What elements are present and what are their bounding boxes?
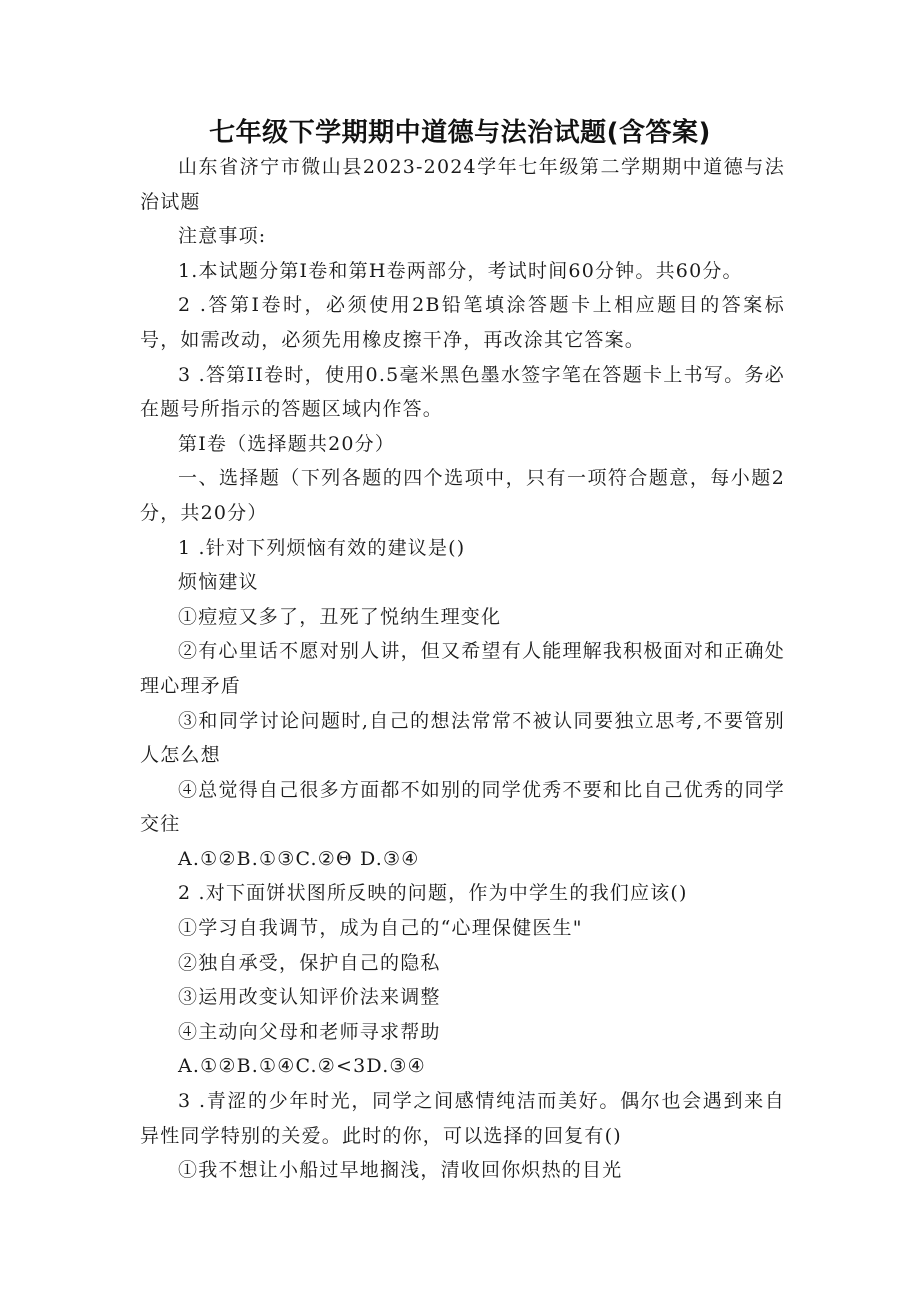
notice-heading: 注意事项:: [178, 225, 267, 248]
question-1-item-4: ④总觉得自己很多方面都不如别的同学优秀不要和比自己优秀的同学交往: [140, 778, 785, 836]
section-heading: 第I卷（选择题共20分）: [178, 432, 396, 455]
part-heading: 一、选择题（下列各题的四个选项中，只有一项符合题意，每小题2分，共20分）: [140, 467, 785, 524]
question-1-item-2: ②有心里话不愿对别人讲，但又希望有人能理解我积极面对和正确处理心理矛盾: [140, 640, 785, 697]
question-2: 2 .对下面饼状图所反映的问题，作为中学生的我们应该(): [178, 882, 688, 905]
notice-item-1: 1.本试题分第I卷和第H卷两部分，考试时间60分钟。共60分。: [178, 259, 743, 282]
question-2-item-2: ②独自承受，保护自己的隐私: [178, 951, 441, 974]
notice-item-2: 2 .答第I卷时，必须使用2B铅笔填涂答题卡上相应题目的答案标号，如需改动，必须先用橡皮擦干净，再改涂其它答案。: [140, 294, 785, 351]
question-2-item-1: ①学习自我调节，成为自己的“心理保健医生": [178, 917, 583, 940]
question-1-table-header: 烦恼建议: [178, 571, 259, 594]
notice-item-3: 3 .答第II卷时，使用0.5毫米黑色墨水签字笔在答题卡上书写。务必在题号所指示的答题区域内作答。: [140, 363, 785, 421]
question-2-item-4: ④主动向父母和老师寻求帮助: [178, 1020, 441, 1043]
question-1-item-1: ①痘痘又多了，丑死了悦纳生理变化: [178, 605, 502, 628]
question-3-item-1: ①我不想让小船过早地搁浅，清收回你炽热的目光: [178, 1159, 623, 1182]
source-line: 山东省济宁市微山县2023-2024学年七年级第二学期期中道德与法治试题: [140, 156, 785, 213]
question-3: 3 .青涩的少年时光，同学之间感情纯洁而美好。偶尔也会遇到来自异性同学特别的关爱。此时的你，可以选择的回复有(): [140, 1090, 785, 1147]
question-2-options: A.①②B.①④C.②<3D.③④: [178, 1055, 426, 1078]
document-body: [140, 150, 785, 1188]
question-2-item-3: ③运用改变认知评价法来调整: [178, 986, 441, 1009]
document-title: 七年级下学期期中道德与法治试题(含答案): [209, 118, 711, 148]
question-1: 1 .针对下列烦恼有效的建议是(): [178, 536, 466, 559]
question-1-item-3: ③和同学讨论问题时,自己的想法常常不被认同要独立思考,不要管别人怎么想: [140, 709, 785, 767]
question-1-options: A.①②B.①③C.②Θ D.③④: [178, 847, 420, 870]
